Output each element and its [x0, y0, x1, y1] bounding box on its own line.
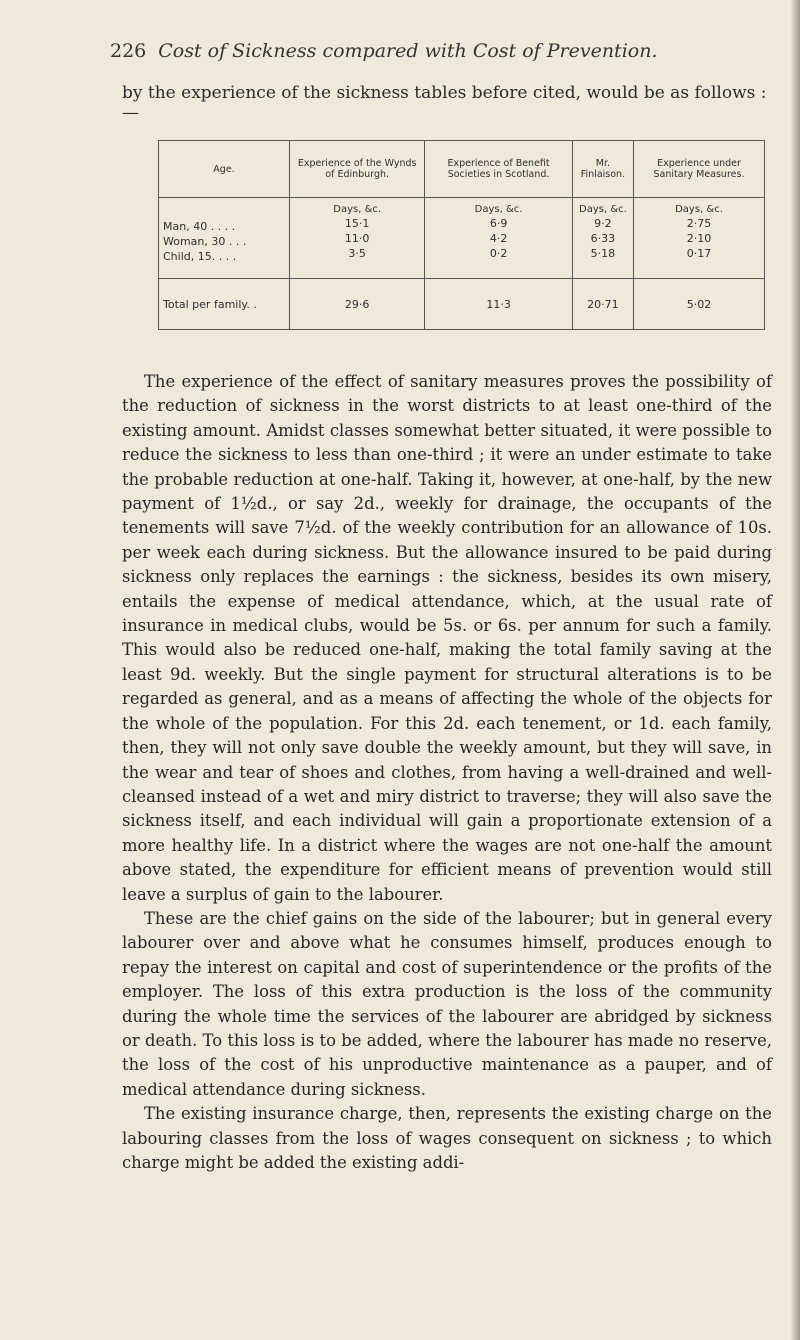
units-label: Days, &c.	[333, 204, 382, 215]
units-label: Days, &c.	[579, 204, 627, 215]
table-cell: 29·6	[290, 279, 425, 330]
intro-text: by the experience of the sickness tables before cited, would be as follows :—	[122, 83, 767, 123]
table-cell: 2·10	[686, 232, 712, 245]
running-head	[110, 40, 770, 62]
header-sanitary: Experience under Sanitary Measures.	[634, 141, 765, 198]
row-label-man: Man, 40 . . . .	[163, 220, 236, 233]
page-number: 226	[110, 40, 147, 62]
body-text	[122, 370, 772, 1175]
row-label-child: Child, 15. . . .	[163, 250, 237, 263]
header-benefit-societies: Experience of Benefit Societies in Scotland.	[425, 141, 573, 198]
table-cell: 9·2	[594, 217, 612, 230]
running-title: Cost of Sickness compared with Cost of Prevention.	[158, 40, 658, 62]
paragraph: The experience of the effect of sanitary measures proves the possibility of the reduction of sickness in the worst districts to at least one-third of the existing amount. Amidst classes somewhat better situated, it were possible to reduce the sickness to less than one-third ; it were an under estimate to take the probable reduction at one-half. Taking it, however, at one-half, by the new payment of 1½d., or say 2d., weekly for drainage, the occupants of the tenements will save 7½d. of the weekly contribution for an allowance of 10s. per week each during sickness. But the allowance insured to be paid during sickness only replaces the earnings : the sickness, besides its own misery, entails the expense of medical attendance, which, at the usual rate of insurance in medical clubs, would be 5s. or 6s. per annum for such a family. This would also be reduced one-half, making the total family saving at the least 9d. weekly. But the single payment for structural alterations is to be regarded as general, and as a means of affecting the whole of the objects for the whole of the population. For this 2d. each tenement, or 1d. each family, then, they will not only save double the weekly amount, but they will save, in the wear and tear of shoes and clothes, from having a well-drained and well-cleansed instead of a wet and miry district to traverse; they will also save the sickness itself, and each individual will gain a proportionate extension of a more healthy life. In a district where the wages are not one-half the amount above stated, the expenditure for efficient means of prevention would still leave a surplus of gain to the labourer.	[122, 372, 772, 904]
table-cell: 11·0	[344, 232, 370, 245]
table-cell: 3·5	[348, 247, 366, 260]
finlaison-values	[572, 198, 633, 279]
table-row	[159, 198, 765, 279]
benefit-values	[425, 198, 573, 279]
sickness-table	[158, 140, 765, 330]
table-cell: 5·02	[634, 279, 765, 330]
units-label: Days, &c.	[675, 204, 723, 215]
units-label: Days, &c.	[474, 204, 523, 215]
table-cell: 6·33	[590, 232, 616, 245]
table-cell: 2·75	[686, 217, 712, 230]
table-total-row	[159, 279, 765, 330]
sanitary-values	[634, 198, 765, 279]
row-label-spacer	[163, 204, 285, 219]
table-cell: 15·1	[344, 217, 370, 230]
row-label-woman: Woman, 30 . . .	[163, 235, 247, 248]
header-finlaison: Mr. Finlaison.	[572, 141, 633, 198]
header-age: Age.	[159, 141, 290, 198]
total-label: Total per family. .	[159, 279, 290, 330]
paragraph: These are the chief gains on the side of the labourer; but in general every labourer over and above what he consumes himself, produces enough to repay the interest on capital and cost of superintendence or the profits of the employer. The loss of this extra production is the loss of the community during the whole time the services of the labourer are abridged by sickness or death. To this loss is to be added, where the labourer has made no reserve, the loss of the cost of his unproductive maintenance as a pauper, and of medical attendance during sickness.	[122, 908, 772, 1099]
age-labels	[159, 198, 290, 279]
wynds-values	[290, 198, 425, 279]
table-header-row	[159, 141, 765, 198]
table-cell: 11·3	[425, 279, 573, 330]
page-edge-shadow	[790, 0, 800, 1340]
table-cell: 20·71	[572, 279, 633, 330]
table-cell: 0·2	[489, 247, 508, 260]
table-cell: 5·18	[590, 247, 616, 260]
header-wynds: Experience of the Wynds of Edinburgh.	[290, 141, 425, 198]
table-cell: 6·9	[489, 217, 508, 230]
table-cell: 4·2	[489, 232, 508, 245]
paragraph: The existing insurance charge, then, represents the existing charge on the labouring classes from the loss of wages consequent on sickness ; to which charge might be added the existing addi-	[122, 1104, 772, 1172]
table-cell: 0·17	[686, 247, 712, 260]
